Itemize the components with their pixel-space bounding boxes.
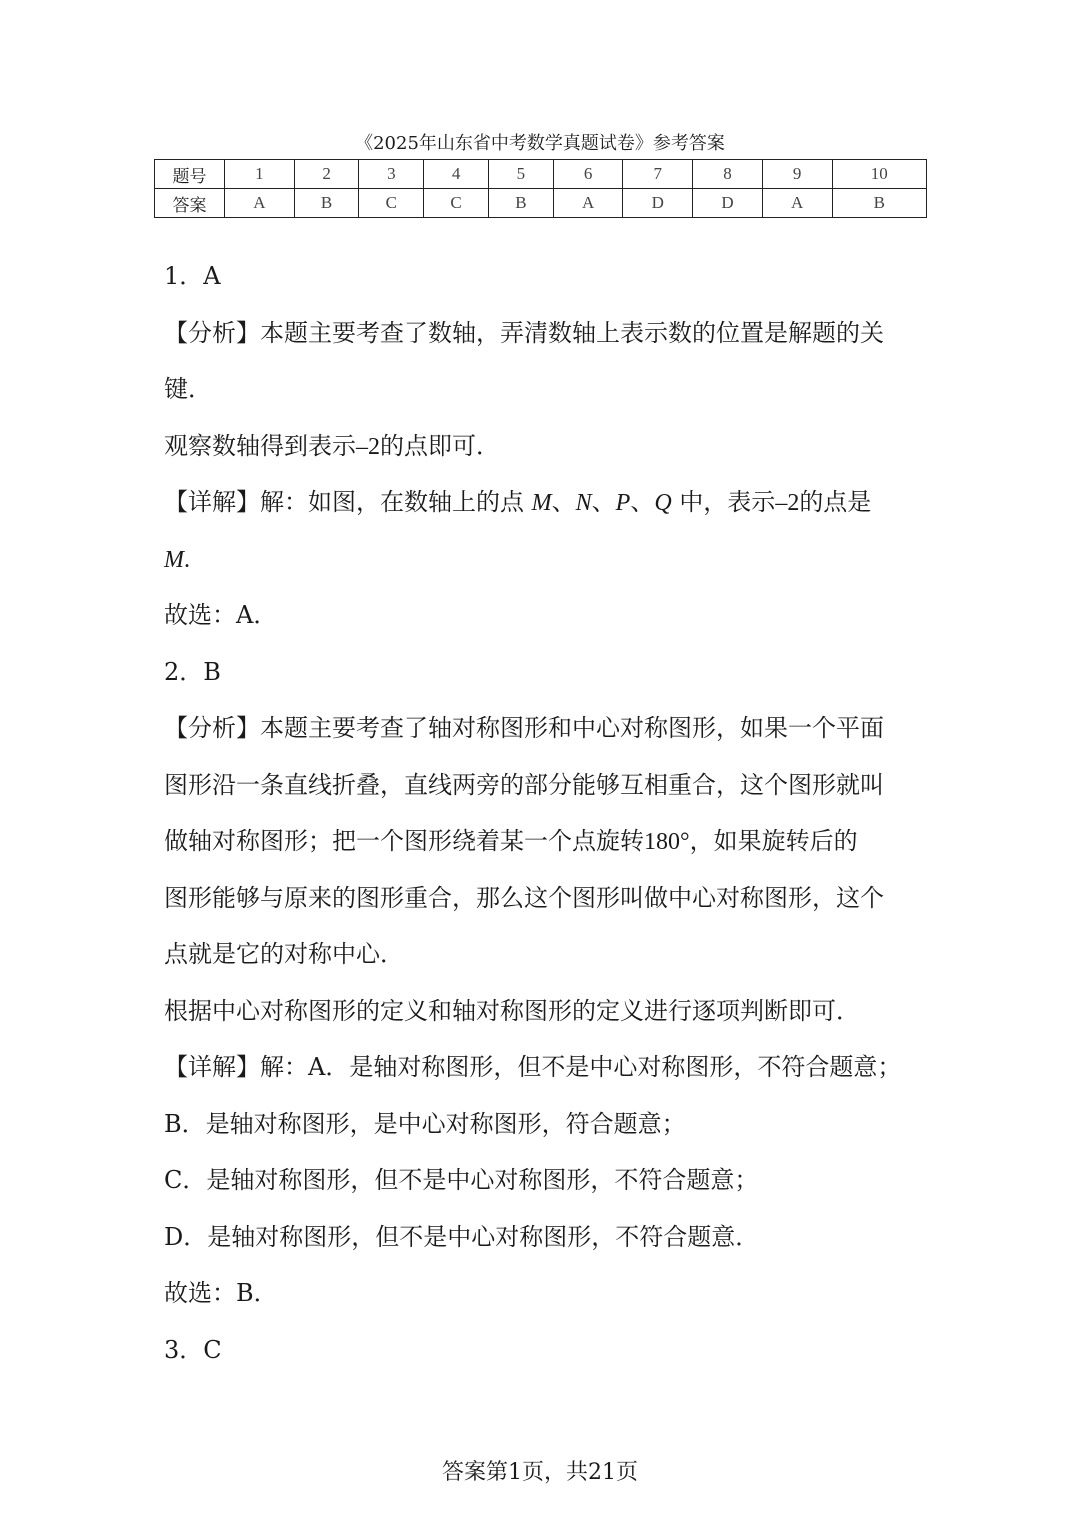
table-cell: 6 xyxy=(553,160,623,189)
q2-detail-line: 【详解】解：A．是轴对称图形，但不是中心对称图形，不符合题意； xyxy=(164,1053,902,1081)
table-cell: C xyxy=(359,189,424,218)
q2-analysis-line: 图形能够与原来的图形重合，那么这个图形叫做中心对称图形，这个 xyxy=(164,884,884,912)
q1-detail-line xyxy=(164,543,924,576)
separator: 、 xyxy=(630,488,655,516)
q2-analysis-line: 【分析】本题主要考查了轴对称图形和中心对称图形，如果一个平面 xyxy=(164,714,884,742)
math-var: P xyxy=(615,490,631,516)
q1-heading: 1．A xyxy=(164,262,221,290)
answer-table xyxy=(154,159,927,218)
table-cell: 1 xyxy=(225,160,295,189)
math-number: 180° xyxy=(644,829,690,855)
table-cell: D xyxy=(623,189,693,218)
text-segment: 中，表示 xyxy=(679,488,776,516)
q2-choice: 故选：B． xyxy=(164,1279,278,1307)
q1-analysis-line: 键． xyxy=(164,375,212,403)
q1-analysis-line: 【分析】本题主要考查了数轴，弄清数轴上表示数的位置是解题的关 xyxy=(164,319,884,347)
math-number: –2 xyxy=(356,434,380,460)
table-cell: 5 xyxy=(488,160,553,189)
table-cell: 8 xyxy=(693,160,763,189)
table-cell: 2 xyxy=(294,160,359,189)
math-var: Q xyxy=(654,490,672,516)
table-cell: A xyxy=(762,189,832,218)
q2-detail-line: D．是轴对称图形，但不是中心对称图形，不符合题意． xyxy=(164,1223,760,1251)
table-cell: 7 xyxy=(623,160,693,189)
table-cell: D xyxy=(693,189,763,218)
separator: 、 xyxy=(551,488,576,516)
math-var: M xyxy=(531,490,552,516)
table-cell: C xyxy=(424,189,489,218)
table-row-header: 答案 xyxy=(155,189,225,218)
q1-detail-line xyxy=(164,486,924,519)
table-cell: B xyxy=(832,189,927,218)
separator: 、 xyxy=(591,488,616,516)
table-cell: 9 xyxy=(762,160,832,189)
q2-analysis-line xyxy=(164,825,924,858)
page-footer: 答案第1页，共21页 xyxy=(442,1460,638,1485)
text-segment: 的点即可． xyxy=(380,432,500,460)
q3-heading: 3．C xyxy=(164,1336,222,1364)
table-cell: B xyxy=(294,189,359,218)
text-segment: 做轴对称图形；把一个图形绕着某一个点旋转 xyxy=(164,827,644,855)
q2-analysis-line: 点就是它的对称中心． xyxy=(164,940,404,968)
table-cell: 4 xyxy=(424,160,489,189)
period: . xyxy=(184,547,190,573)
math-number: –2 xyxy=(775,490,800,516)
table-cell: 10 xyxy=(832,160,927,189)
q2-heading: 2．B xyxy=(164,658,221,686)
q2-analysis-line: 根据中心对称图形的定义和轴对称图形的定义进行逐项判断即可． xyxy=(164,997,860,1025)
q1-choice: 故选：A． xyxy=(164,601,278,629)
math-var: N xyxy=(575,490,592,516)
q2-analysis-line: 图形沿一条直线折叠，直线两旁的部分能够互相重合，这个图形就叫 xyxy=(164,771,884,799)
table-row xyxy=(155,160,927,189)
table-cell: 3 xyxy=(359,160,424,189)
text-segment: 的点是 xyxy=(799,488,872,516)
q2-detail-line: B．是轴对称图形，是中心对称图形，符合题意； xyxy=(164,1110,686,1138)
text-segment: ，如果旋转后的 xyxy=(689,827,858,855)
text-segment: 【详解】解：如图，在数轴上的点 xyxy=(164,488,524,516)
table-row xyxy=(155,189,927,218)
table-cell: A xyxy=(553,189,623,218)
q2-detail-line: C．是轴对称图形，但不是中心对称图形，不符合题意； xyxy=(164,1166,759,1194)
text-segment: 观察数轴得到表示 xyxy=(164,432,356,460)
document-title: 《2025年山东省中考数学真题试卷》参考答案 xyxy=(355,133,725,154)
table-row-header: 题号 xyxy=(155,160,225,189)
math-var: M xyxy=(164,547,184,573)
table-cell: B xyxy=(488,189,553,218)
table-cell: A xyxy=(225,189,295,218)
q1-observe-line xyxy=(164,430,924,463)
